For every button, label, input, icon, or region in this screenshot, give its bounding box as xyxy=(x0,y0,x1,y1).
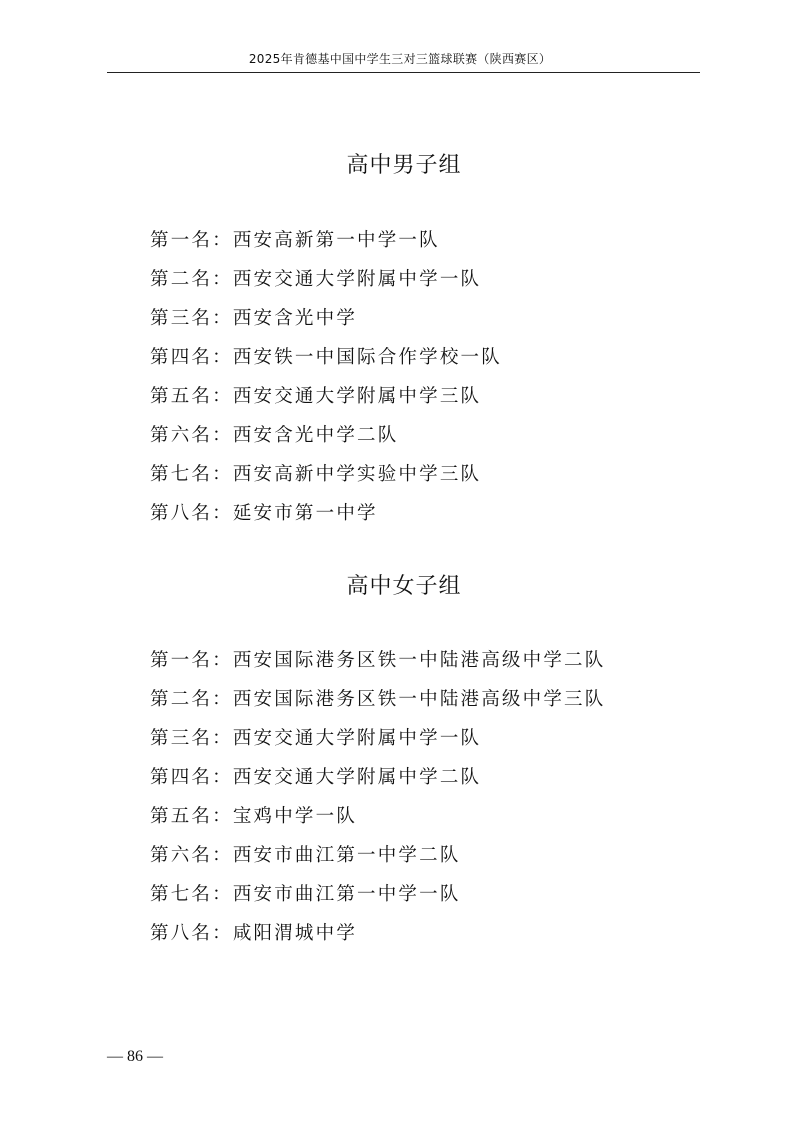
ranking-item xyxy=(150,299,502,338)
ranking-item xyxy=(150,221,502,260)
ranking-item xyxy=(150,377,502,416)
rank-label: 第四名： xyxy=(150,347,233,368)
rank-label: 第七名： xyxy=(150,884,233,905)
ranking-list-girls xyxy=(150,641,605,953)
team-name: 西安高新第一中学一队 xyxy=(232,230,440,251)
rank-label: 第八名： xyxy=(150,923,233,944)
ranking-item xyxy=(150,875,605,914)
ranking-item xyxy=(150,797,605,836)
rank-label: 第二名： xyxy=(150,269,233,290)
rank-label: 第五名： xyxy=(150,386,233,407)
team-name: 西安市曲江第一中学二队 xyxy=(232,845,461,866)
ranking-item xyxy=(150,914,605,953)
team-name: 西安交通大学附属中学二队 xyxy=(232,767,482,788)
ranking-item xyxy=(150,416,502,455)
rank-label: 第四名： xyxy=(150,767,233,788)
ranking-item xyxy=(150,836,605,875)
ranking-item xyxy=(150,758,605,797)
ranking-item xyxy=(150,641,605,680)
team-name: 西安国际港务区铁一中陆港高级中学二队 xyxy=(232,650,606,671)
rank-label: 第六名： xyxy=(150,845,233,866)
team-name: 西安交通大学附属中学一队 xyxy=(232,269,482,290)
rank-label: 第八名： xyxy=(150,503,233,524)
team-name: 西安高新中学实验中学三队 xyxy=(232,464,482,485)
rank-label: 第三名： xyxy=(150,308,233,329)
page-number: — 86 — xyxy=(107,1048,163,1065)
rank-label: 第五名： xyxy=(150,806,233,827)
ranking-item xyxy=(150,494,502,533)
team-name: 西安交通大学附属中学三队 xyxy=(232,386,482,407)
team-name: 咸阳渭城中学 xyxy=(232,923,358,944)
rank-label: 第七名： xyxy=(150,464,233,485)
team-name: 延安市第一中学 xyxy=(232,503,378,524)
ranking-list-boys xyxy=(150,221,502,533)
section-title-girls: 高中女子组 xyxy=(346,574,462,599)
ranking-item xyxy=(150,338,502,377)
ranking-item xyxy=(150,680,605,719)
team-name: 西安交通大学附属中学一队 xyxy=(232,728,482,749)
team-name: 西安市曲江第一中学一队 xyxy=(232,884,461,905)
header-divider xyxy=(107,72,700,73)
team-name: 西安铁一中国际合作学校一队 xyxy=(232,347,502,368)
team-name: 西安含光中学 xyxy=(232,308,358,329)
rank-label: 第一名： xyxy=(150,650,233,671)
rank-label: 第三名： xyxy=(150,728,233,749)
rank-label: 第一名： xyxy=(150,230,233,251)
ranking-item xyxy=(150,260,502,299)
section-title-boys: 高中男子组 xyxy=(346,153,462,178)
ranking-item xyxy=(150,455,502,494)
team-name: 西安含光中学二队 xyxy=(232,425,399,446)
ranking-item xyxy=(150,719,605,758)
page-header-title: 2025年肯德基中国中学生三对三篮球联赛（陕西赛区） xyxy=(248,52,552,66)
team-name: 西安国际港务区铁一中陆港高级中学三队 xyxy=(232,689,606,710)
rank-label: 第二名： xyxy=(150,689,233,710)
rank-label: 第六名： xyxy=(150,425,233,446)
team-name: 宝鸡中学一队 xyxy=(232,806,358,827)
